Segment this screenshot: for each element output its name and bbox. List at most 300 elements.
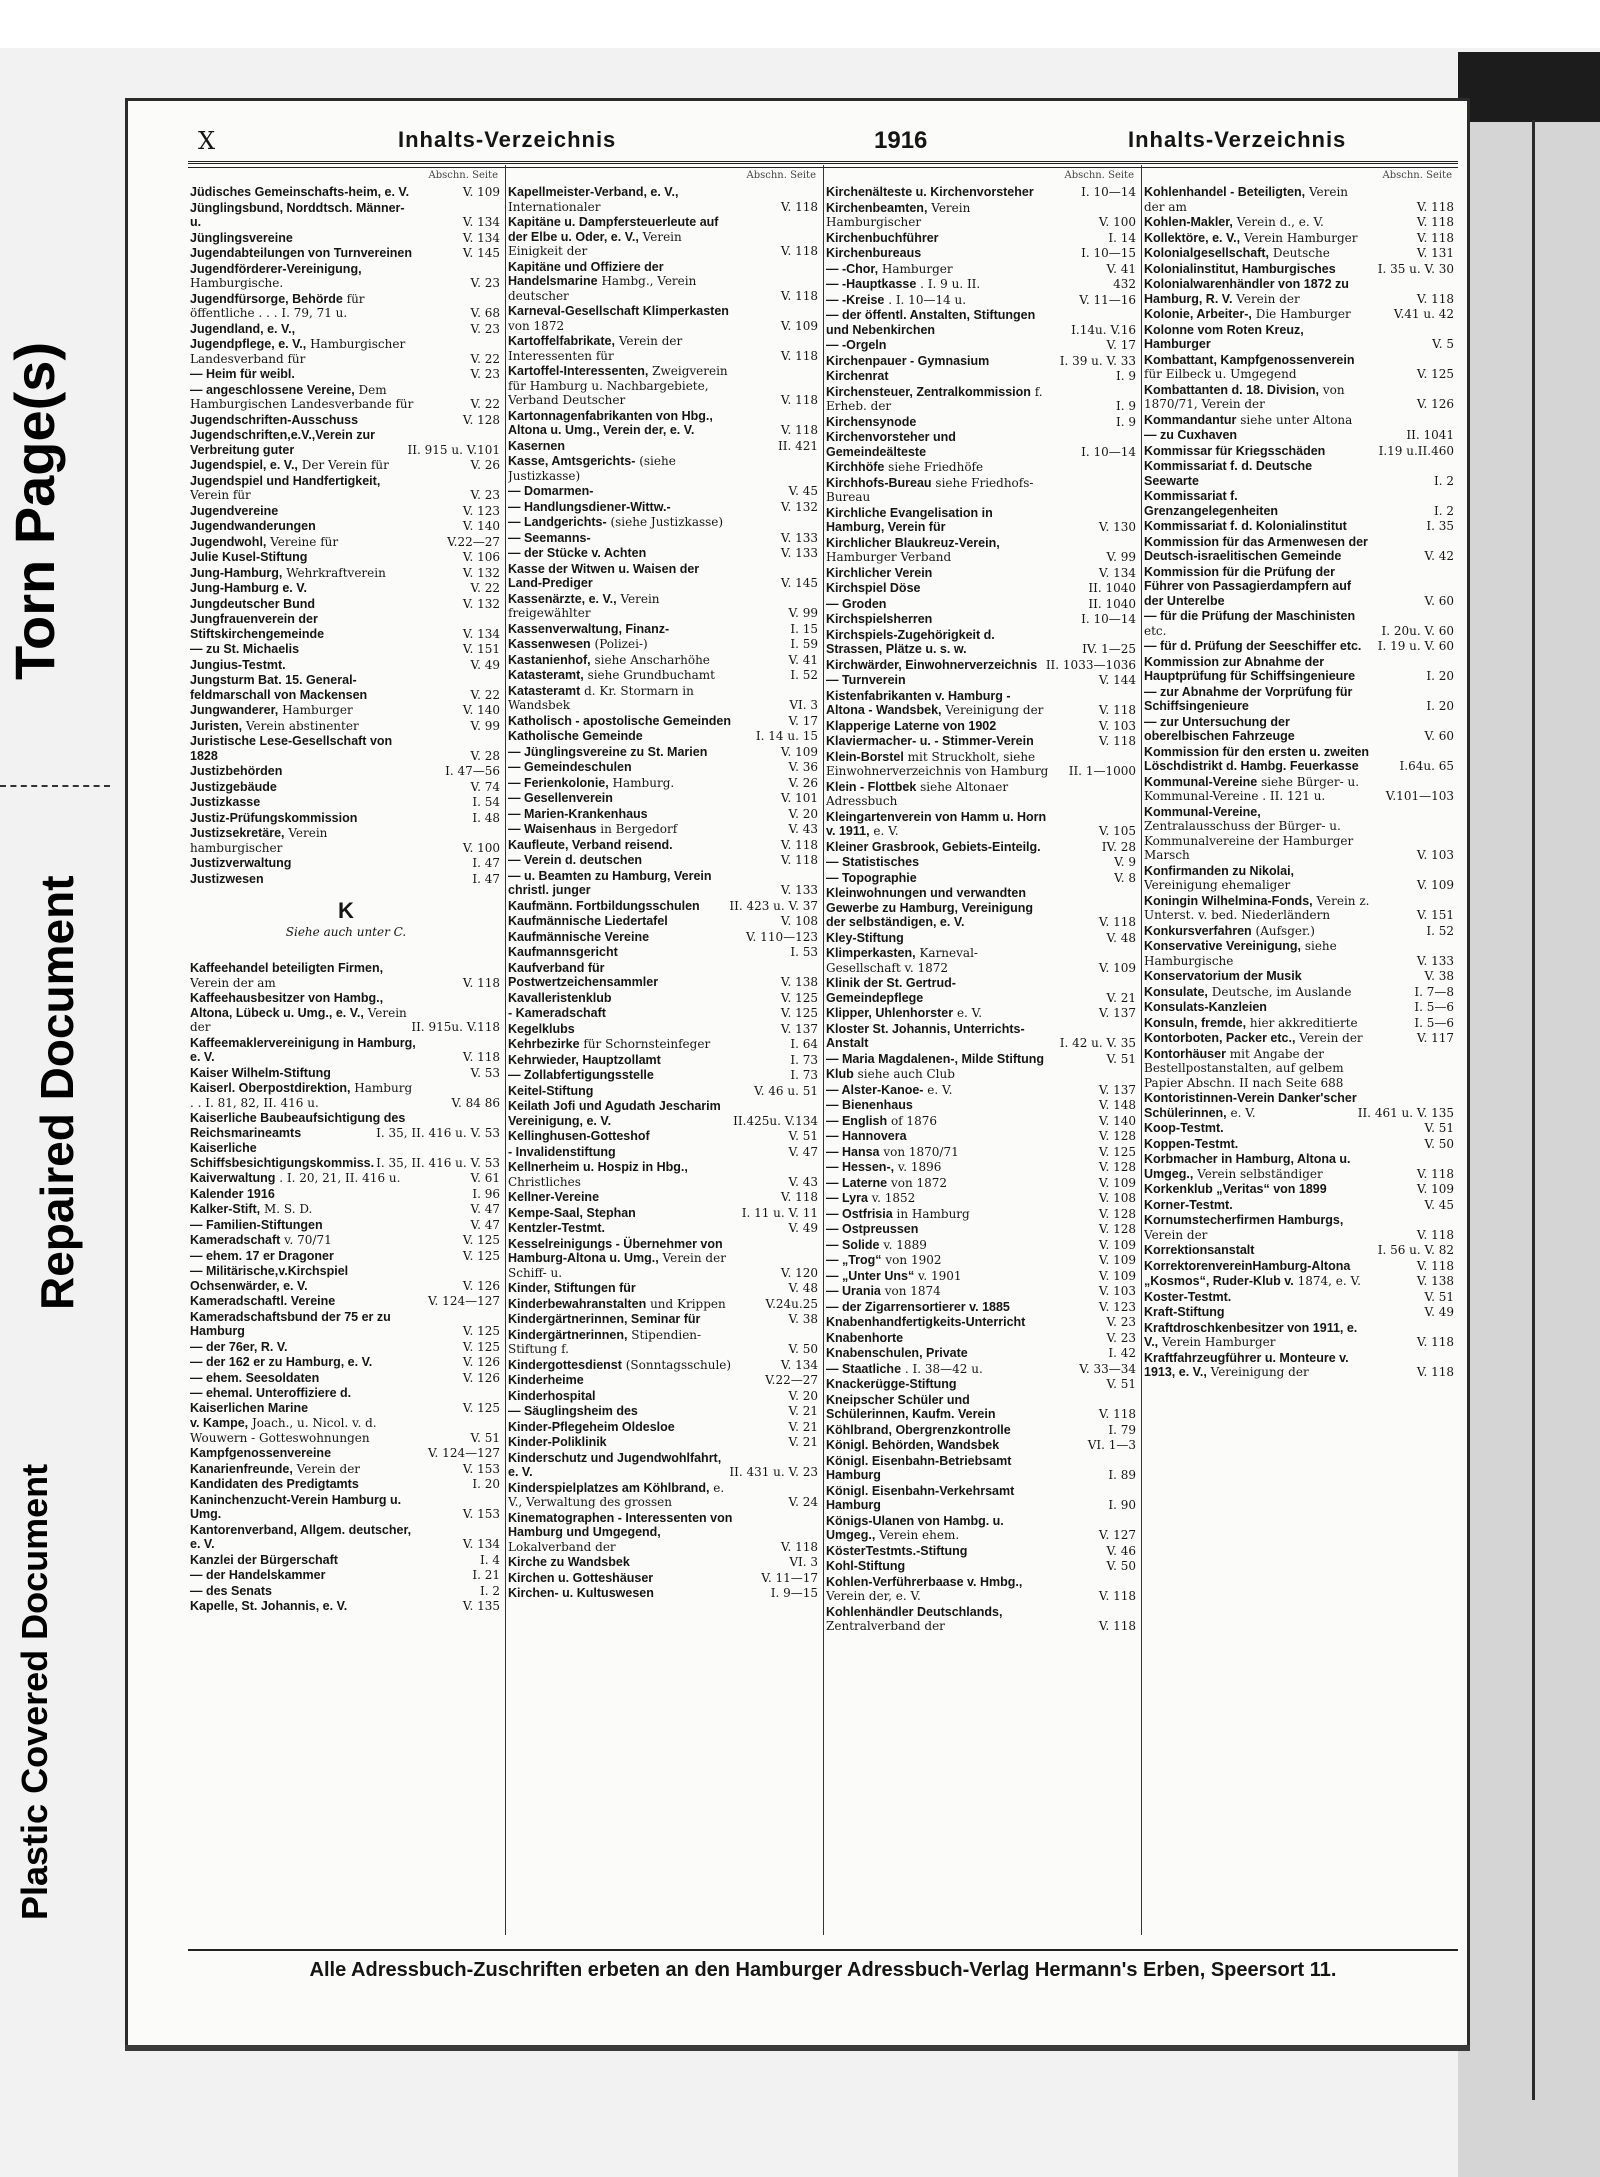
index-entry <box>508 185 820 214</box>
entry-keyword: Kesselreinigungs - Übernehmer von Hamburg-Altona u. Umg., <box>508 1236 723 1265</box>
index-entry <box>508 668 820 683</box>
entry-reference: I. 20u. V. 60 <box>1381 623 1454 638</box>
entry-reference: V. 123 <box>1098 1299 1136 1314</box>
entry-reference: II. 915 u. V.101 <box>407 442 500 457</box>
entry-text: Verein freigewählter <box>508 591 660 620</box>
index-entry <box>190 1202 502 1217</box>
entry-reference: V. 84 86 <box>451 1095 500 1110</box>
entry-reference: V.101—103 <box>1385 789 1454 803</box>
entry-keyword: — „Unter Uns“ <box>826 1268 915 1283</box>
entry-keyword: Kindergärtnerinnen, Seminar für <box>508 1312 701 1326</box>
index-entry <box>1144 277 1456 306</box>
entry-reference: IV. 28 <box>1101 839 1136 854</box>
index-entry <box>826 308 1138 337</box>
entry-text: Verein der am <box>190 975 276 990</box>
index-entry <box>190 231 502 246</box>
entry-keyword: Koppen-Testmt. <box>1144 1136 1239 1151</box>
entry-text: Verein selbständiger <box>1197 1166 1323 1181</box>
entry-reference: V. 125 <box>462 1339 500 1354</box>
entry-reference: I. 39 u. V. 33 <box>1059 353 1136 368</box>
entry-reference: V. 23 <box>470 321 500 336</box>
entry-keyword: Kistenfabrikanten v. Hamburg - Altona - Wandsbek, <box>826 688 1011 717</box>
index-entry <box>190 1066 502 1081</box>
entry-reference: V. 137 <box>1098 1006 1136 1020</box>
entry-reference: V. 109 <box>1416 878 1454 892</box>
index-entry <box>826 1393 1138 1422</box>
entry-keyword: — Groden <box>826 596 887 611</box>
entry-reference: I. 10—14 <box>1081 185 1136 199</box>
entry-text: v. 70/71 <box>284 1233 332 1247</box>
entry-reference: V. 118 <box>1416 1258 1454 1273</box>
index-entry <box>190 1371 502 1386</box>
entry-keyword: Kohlenhändler Deutschlands, <box>826 1604 1003 1619</box>
entry-keyword: — -Orgeln <box>826 338 887 352</box>
index-entry <box>1144 1047 1456 1091</box>
index-entry <box>1144 924 1456 939</box>
entry-keyword: Kaufmänn. Fortbildungsschulen <box>508 898 700 913</box>
entry-keyword: Knabenhorte <box>826 1330 904 1345</box>
column-head: Abschn. Seite <box>1064 170 1134 181</box>
entry-keyword: Kassenärzte, e. V., <box>508 591 617 606</box>
index-entry <box>190 1599 502 1614</box>
index-entry <box>190 703 502 718</box>
index-entry <box>1144 231 1456 246</box>
entry-reference: I. 47 <box>472 871 500 886</box>
index-entry <box>190 1111 502 1140</box>
entry-reference: I. 35 u. V. 30 <box>1377 261 1454 276</box>
entry-reference: V. 118 <box>780 837 818 852</box>
entry-keyword: Köhlbrand, Obergrenzkontrolle <box>826 1422 1011 1437</box>
entry-reference: I. 20 <box>1426 699 1454 713</box>
entry-keyword: Justiz-Prüfungskommission <box>190 810 358 825</box>
index-entry <box>826 201 1138 230</box>
entry-reference: V. 23 <box>470 276 500 290</box>
index-entry <box>826 338 1138 353</box>
entry-text: Christliches <box>508 1174 581 1189</box>
index-entry <box>1144 519 1456 534</box>
index-entry <box>826 976 1138 1005</box>
entry-reference: V. 126 <box>462 1278 500 1293</box>
entry-reference: V. 109 <box>780 744 818 759</box>
entry-reference: I. 5—6 <box>1414 1000 1454 1014</box>
index-entry <box>826 1006 1138 1021</box>
index-entry <box>508 899 820 914</box>
entry-keyword: Knabenschulen, Private <box>826 1346 968 1360</box>
entry-keyword: Kaiverwaltung <box>190 1171 276 1185</box>
index-entry <box>1144 685 1456 714</box>
entry-reference: I.19 u.II.460 <box>1378 443 1454 458</box>
entry-keyword: Kollektöre, e. V., <box>1144 230 1241 245</box>
entry-reference: V. 43 <box>788 1174 818 1189</box>
index-entry <box>508 364 820 408</box>
index-entry <box>826 246 1138 261</box>
entry-reference: V. 28 <box>470 748 500 763</box>
entry-reference: V. 33—34 <box>1079 1361 1136 1376</box>
column-head: Abschn. Seite <box>428 170 498 181</box>
entry-keyword: Julie Kusel-Stiftung <box>190 550 308 564</box>
index-entry <box>826 1191 1138 1206</box>
entry-reference: V. 118 <box>780 853 818 867</box>
entry-keyword: Knabenhandfertigkeits-Unterricht <box>826 1315 1026 1329</box>
entry-reference: VI. 3 <box>789 698 818 712</box>
entry-reference: V. 118 <box>780 393 818 407</box>
entry-text: für öffentliche . . . I. 79, 71 u. <box>190 291 365 320</box>
entry-reference: V. 21 <box>788 1404 818 1418</box>
index-entry <box>508 1129 820 1144</box>
index-entry <box>826 1222 1138 1237</box>
entry-keyword: — Ostfrisia <box>826 1206 893 1221</box>
index-entry <box>508 714 820 729</box>
entry-reference: V. 140 <box>462 703 500 717</box>
index-entry <box>508 1145 820 1160</box>
index-column-2 <box>508 169 820 1939</box>
index-entry <box>190 811 502 826</box>
index-entry <box>508 622 820 637</box>
index-entry <box>826 1238 1138 1253</box>
entry-reference: V. 99 <box>1106 550 1136 564</box>
entry-reference: V. 128 <box>1098 1222 1136 1236</box>
index-entry <box>826 855 1138 870</box>
entry-text: Verein der Interessenten für <box>508 334 683 363</box>
entry-keyword: Konservative Vereinigung, <box>1144 939 1301 953</box>
index-entry <box>826 566 1138 581</box>
entry-keyword: Jugendschriften,e.V.,Verein zur Verbreitung guter <box>190 428 376 457</box>
entry-text: siehe Bürger- u. Kommunal-Vereine . II. 121 u. <box>1144 774 1360 803</box>
index-entry <box>508 1022 820 1037</box>
entry-reference: V. 118 <box>1416 1335 1454 1349</box>
index-entry <box>826 931 1138 946</box>
index-entry <box>1144 1213 1456 1242</box>
index-entry <box>508 1053 820 1068</box>
entry-keyword: Königs-Ulanen von Hambg. u. Umgeg., <box>826 1513 1004 1542</box>
entry-reference: I. 7—8 <box>1414 984 1454 999</box>
entry-reference: V. 45 <box>1424 1197 1454 1212</box>
entry-reference: I. 10—14 <box>1081 612 1136 626</box>
index-entry <box>826 369 1138 384</box>
entry-keyword: Kontoristinnen-Verein Danker'scher Schülerinnen, <box>1144 1091 1357 1120</box>
entry-text: Vereinigung der <box>1210 1365 1309 1379</box>
entry-text: Hamburgischer Landesverband für <box>190 337 406 366</box>
entry-reference: V. 9 <box>1114 855 1136 869</box>
entry-keyword: Kirchensynode <box>826 414 917 429</box>
index-entry <box>508 1237 820 1281</box>
entry-keyword: Kanarienfreunde, <box>190 1461 293 1476</box>
index-entry <box>190 367 502 382</box>
entry-keyword: Kornumstecherfirmen Hamburgs, <box>1144 1213 1344 1227</box>
index-entry <box>1144 864 1456 893</box>
entry-keyword: — Seemanns- <box>508 530 591 545</box>
entry-reference: I. 20 <box>1426 669 1454 683</box>
entry-reference: V. 51 <box>1106 1377 1136 1391</box>
entry-keyword: Kraftdroschkenbesitzer von 1911, e. V., <box>1144 1320 1358 1349</box>
index-entry <box>508 930 820 945</box>
entry-text: e. V. <box>927 1082 953 1097</box>
entry-keyword: Kleinwohnungen und verwandten Gewerbe zu Hamburg, Vereinigung der selbständigen, e. V. <box>826 886 1033 929</box>
entry-reference: V. 51 <box>1424 1121 1454 1135</box>
entry-text: Verein d., e. V. <box>1236 215 1324 229</box>
entry-reference: I. 21 <box>472 1568 500 1582</box>
entry-reference: V. 134 <box>1098 565 1136 580</box>
entry-text: Verein abstinenter <box>245 718 359 733</box>
entry-reference: V. 45 <box>788 484 818 498</box>
entry-keyword: — English <box>826 1113 888 1128</box>
index-entry <box>190 519 502 534</box>
entry-reference: V. 128 <box>1098 1129 1136 1143</box>
entry-keyword: Kommission für den ersten u. zweiten Löschdistrikt d. Hambg. Feuerkasse <box>1144 744 1370 773</box>
entry-text: e. V., Verwaltung des grossen <box>508 1480 725 1509</box>
entry-reference: V. 23 <box>1106 1315 1136 1329</box>
entry-keyword: Kneipscher Schüler und Schülerinnen, Kaufm. Verein <box>826 1392 996 1421</box>
entry-keyword: Jungdeutscher Bund <box>190 596 316 611</box>
index-entry <box>826 1362 1138 1377</box>
index-entry <box>190 566 502 581</box>
index-entry <box>826 1207 1138 1222</box>
entry-reference: V. 21 <box>788 1435 818 1449</box>
entry-keyword: Kirchspiel Döse <box>826 581 921 595</box>
entry-text: Vereine für <box>270 534 339 549</box>
index-entry <box>826 1253 1138 1268</box>
index-entry <box>826 612 1138 627</box>
index-entry <box>826 1284 1138 1299</box>
index-entry <box>826 1067 1138 1082</box>
entry-keyword: Jugendspiel, e. V., <box>190 458 298 472</box>
entry-keyword: Jugendförderer-Vereinigung, <box>190 261 362 276</box>
index-entry <box>826 1454 1138 1483</box>
index-entry <box>826 1438 1138 1453</box>
entry-reference: I. 73 <box>790 1068 818 1082</box>
entry-keyword: Kasernen <box>508 438 565 453</box>
index-entry <box>826 1315 1138 1330</box>
index-entry <box>508 484 820 499</box>
entry-keyword: Kirchenbeamten, <box>826 200 928 215</box>
index-entry <box>508 454 820 483</box>
entry-keyword: — für d. Prüfung der Seeschiffer etc. <box>1144 639 1362 653</box>
entry-text: Verein der am <box>1144 185 1349 214</box>
entry-keyword: KorrektorenvereinHamburg-Altona <box>1144 1258 1351 1273</box>
entry-keyword: Koop-Testmt. <box>1144 1121 1224 1135</box>
entry-text: Hamburg . . I. 81, 82, II. 416 u. <box>190 1081 413 1110</box>
entry-keyword: Kirchhofs-Bureau <box>826 475 932 490</box>
index-entry <box>190 1187 502 1202</box>
dashed-divider <box>0 785 110 787</box>
entry-text: v. 1901 <box>918 1268 962 1283</box>
index-entry <box>190 673 502 702</box>
entry-keyword: Jungsturm Bat. 15. General-feldmarschall von Mackensen <box>190 673 368 702</box>
publisher-footer: Alle Adressbuch-Zuschriften erbeten an den Hamburger Adressbuch-Verlag Hermann's Erben, Speersort 11. <box>188 1949 1458 1991</box>
entry-reference: I. 47—56 <box>445 764 500 778</box>
entry-reference: V. 125 <box>1416 367 1454 381</box>
index-entry <box>826 1129 1138 1144</box>
entry-reference: V. 38 <box>788 1312 818 1326</box>
index-entry <box>826 1098 1138 1113</box>
repaired-document-label: Repaired Document <box>31 875 83 1310</box>
index-entry <box>826 1423 1138 1438</box>
entry-text: mit Struckholt, siehe Einwohnerverzeichnis von Hamburg <box>826 749 1049 778</box>
index-entry <box>508 1160 820 1189</box>
index-entry <box>190 262 502 291</box>
entry-reference: V. 118 <box>1416 1227 1454 1242</box>
index-entry <box>190 780 502 795</box>
entry-keyword: Kapitäne u. Dampfersteuerleute auf der Elbe u. Oder, e. V., <box>508 215 719 244</box>
index-entry <box>826 185 1138 200</box>
entry-keyword: Justizbehörden <box>190 764 283 778</box>
entry-keyword: Kassenwesen <box>508 637 591 651</box>
entry-keyword: — der Zigarrensortierer v. 1885 <box>826 1299 1010 1314</box>
entry-reference: V. 127 <box>1098 1528 1136 1542</box>
index-entry <box>190 535 502 550</box>
entry-reference: V. 53 <box>470 1065 500 1080</box>
entry-reference: II. 423 u. V. 37 <box>729 898 818 913</box>
entry-reference: V. 20 <box>788 806 818 821</box>
entry-text: hier akkreditierte <box>1249 1015 1358 1030</box>
index-entry <box>508 1068 820 1083</box>
entry-keyword: Kommission für das Armenwesen der Deutsch-israelitischen Gemeinde <box>1144 534 1368 563</box>
entry-keyword: Kley-Stiftung <box>826 930 904 945</box>
entry-keyword: Klaviermacher- u. - Stimmer-Verein <box>826 734 1034 748</box>
entry-keyword: Kraft-Stiftung <box>1144 1305 1225 1319</box>
entry-reference: V. 126 <box>462 1370 500 1385</box>
entry-text: . I. 10—14 u. <box>888 292 967 307</box>
entry-keyword: Kohlenhandel - Beteiligten, <box>1144 185 1306 199</box>
entry-reference: V. 100 <box>462 840 500 855</box>
entry-keyword: Jünglingsvereine <box>190 230 293 245</box>
index-entry <box>826 1269 1138 1284</box>
entry-reference: I. 42 u. V. 35 <box>1059 1036 1136 1050</box>
entry-reference: V. 11—16 <box>1079 292 1136 307</box>
entry-keyword: Kolonialwarenhändler von 1872 zu Hamburg, R. V. <box>1144 277 1349 306</box>
entry-text: Zentralausschuss der Bürger- u. Kommunalvereine der Hamburger Marsch <box>1144 819 1354 862</box>
entry-keyword: — der öffentl. Anstalten, Stiftungen und Nebenkirchen <box>826 308 1036 337</box>
index-entry <box>826 750 1138 779</box>
entry-keyword: — Landgerichts- <box>508 515 607 529</box>
entry-text: für Schornsteinfeger <box>583 1037 711 1051</box>
page-header <box>198 123 1458 159</box>
entry-reference: V. 42 <box>1424 549 1454 563</box>
index-entry <box>1144 489 1456 518</box>
entry-reference: V. 118 <box>780 423 818 437</box>
entry-reference: V. 110—123 <box>745 929 818 944</box>
entry-text: siehe Friedhofs-Bureau <box>826 475 1034 504</box>
entry-text: Karneval-Gesellschaft v. 1872 <box>826 946 978 975</box>
entry-keyword: Kaffeehausbesitzer von Hambg., Altona, Lübeck u. Umg., e. V., <box>190 991 384 1020</box>
entry-keyword: Korrektionsanstalt <box>1144 1243 1255 1257</box>
entry-keyword: Königl. Behörden, Wandsbek <box>826 1438 1000 1452</box>
entry-keyword: Kalender 1916 <box>190 1186 275 1201</box>
entry-text: Verein der Schiff- u. <box>508 1251 726 1280</box>
index-entry <box>508 1420 820 1435</box>
index-entry <box>1144 262 1456 277</box>
index-entry <box>826 780 1138 809</box>
index-entry <box>508 334 820 363</box>
column-rule <box>823 165 824 1935</box>
index-entry <box>1144 323 1456 352</box>
entry-keyword: Jünglingsbund, Norddtsch. Männer- u. <box>190 200 405 229</box>
entry-keyword: Kommissariat f. d. Kolonialinstitut <box>1144 519 1347 533</box>
entry-keyword: — Heim für weibl. <box>190 367 295 381</box>
entry-text: in Bergedorf <box>600 822 678 836</box>
entry-reference: I. 9 <box>1115 414 1136 429</box>
entry-reference: V. 120 <box>780 1265 818 1280</box>
entry-keyword: - Invalidenstiftung <box>508 1144 616 1159</box>
entry-reference: V. 5 <box>1432 337 1454 351</box>
index-column-4 <box>1144 169 1456 1939</box>
entry-keyword: Kegelklubs <box>508 1021 575 1036</box>
entry-reference: V. 23 <box>1106 1330 1136 1345</box>
entry-text: Verein der <box>190 1005 407 1034</box>
entry-keyword: v. Kampe, <box>190 1416 249 1430</box>
index-entry <box>508 1586 820 1601</box>
entry-keyword: — u. Beamten zu Hamburg, Verein christl. junger <box>508 868 712 897</box>
entry-keyword: Konkursverfahren <box>1144 923 1252 938</box>
index-entry <box>508 546 820 561</box>
entry-keyword: — Urania <box>826 1284 881 1298</box>
entry-reference: V. 118 <box>1416 1365 1454 1379</box>
entry-keyword: — Zollabfertigungsstelle <box>508 1068 654 1082</box>
entry-keyword: Jung-Hamburg, <box>190 565 283 580</box>
entry-text: Vereinigung ehemaliger <box>1144 878 1291 892</box>
entry-reference: V. 118 <box>780 244 818 258</box>
entry-keyword: — ehem. Seesoldaten <box>190 1370 320 1385</box>
entry-keyword: — Gesellenverein <box>508 791 613 805</box>
entry-reference: V. 118 <box>1098 915 1136 929</box>
index-entry <box>1144 1198 1456 1213</box>
index-entry <box>1144 246 1456 261</box>
entry-reference: V. 38 <box>1424 969 1454 983</box>
index-entry <box>1144 1182 1456 1197</box>
entry-reference: V. 22 <box>470 397 500 411</box>
entry-keyword: Kellner-Vereine <box>508 1190 600 1204</box>
entry-reference: V. 109 <box>780 318 818 333</box>
entry-reference: V. 118 <box>1098 1407 1136 1421</box>
index-entry <box>1144 413 1456 428</box>
entry-keyword: Kehrwieder, Hauptzollamt <box>508 1052 661 1067</box>
index-entry <box>508 1373 820 1388</box>
entry-text: siehe Friedhöfe <box>888 460 984 474</box>
entry-reference: V.41 u. 42 <box>1393 307 1454 321</box>
entry-keyword: — Hessen-, <box>826 1160 895 1174</box>
index-entry <box>826 673 1138 688</box>
index-entry <box>826 1114 1138 1129</box>
index-entry <box>508 215 820 259</box>
index-entry <box>508 1084 820 1099</box>
entry-reference: V. 134 <box>462 1537 500 1551</box>
index-entry <box>190 1218 502 1233</box>
entry-keyword: — ehem. 17 er Dragoner <box>190 1248 334 1263</box>
entry-keyword: Kinematographen - Interessenten von Hamburg und Umgegend, <box>508 1510 733 1539</box>
index-entry <box>1144 353 1456 382</box>
entry-reference: I. 2 <box>1433 503 1454 518</box>
entry-keyword: Kloster St. Johannis, Unterrichts-Anstalt <box>826 1021 1025 1050</box>
index-entry <box>190 719 502 734</box>
entry-text: von 1872 <box>890 1175 948 1190</box>
entry-text: von 1874 <box>884 1284 941 1298</box>
entry-keyword: — Topographie <box>826 870 917 885</box>
entry-keyword: Kinderschutz und Jugendwohlfahrt, e. V. <box>508 1450 722 1479</box>
entry-keyword: — Waisenhaus <box>508 822 597 836</box>
entry-keyword: Korbmacher in Hamburg, Altona u. Umgeg., <box>1144 1152 1351 1181</box>
entry-reference: V. 118 <box>1416 1166 1454 1181</box>
header-title-left: Inhalts-Verzeichnis <box>398 127 617 152</box>
entry-reference: II. 1—1000 <box>1068 764 1136 778</box>
entry-reference: I. 2 <box>1433 473 1454 488</box>
entry-keyword: Konsulats-Kanzleien <box>1144 1000 1267 1014</box>
entry-keyword: Kirchenbuchführer <box>826 230 939 245</box>
entry-text: Hamburger Verband <box>826 550 952 564</box>
entry-text: Verein der, e. V. <box>826 1589 921 1603</box>
entry-keyword: Keilath Jofi und Agudath Jescharim Vereinigung, e. V. <box>508 1099 721 1128</box>
entry-keyword: — Laterne <box>826 1175 888 1190</box>
index-entry <box>826 354 1138 369</box>
